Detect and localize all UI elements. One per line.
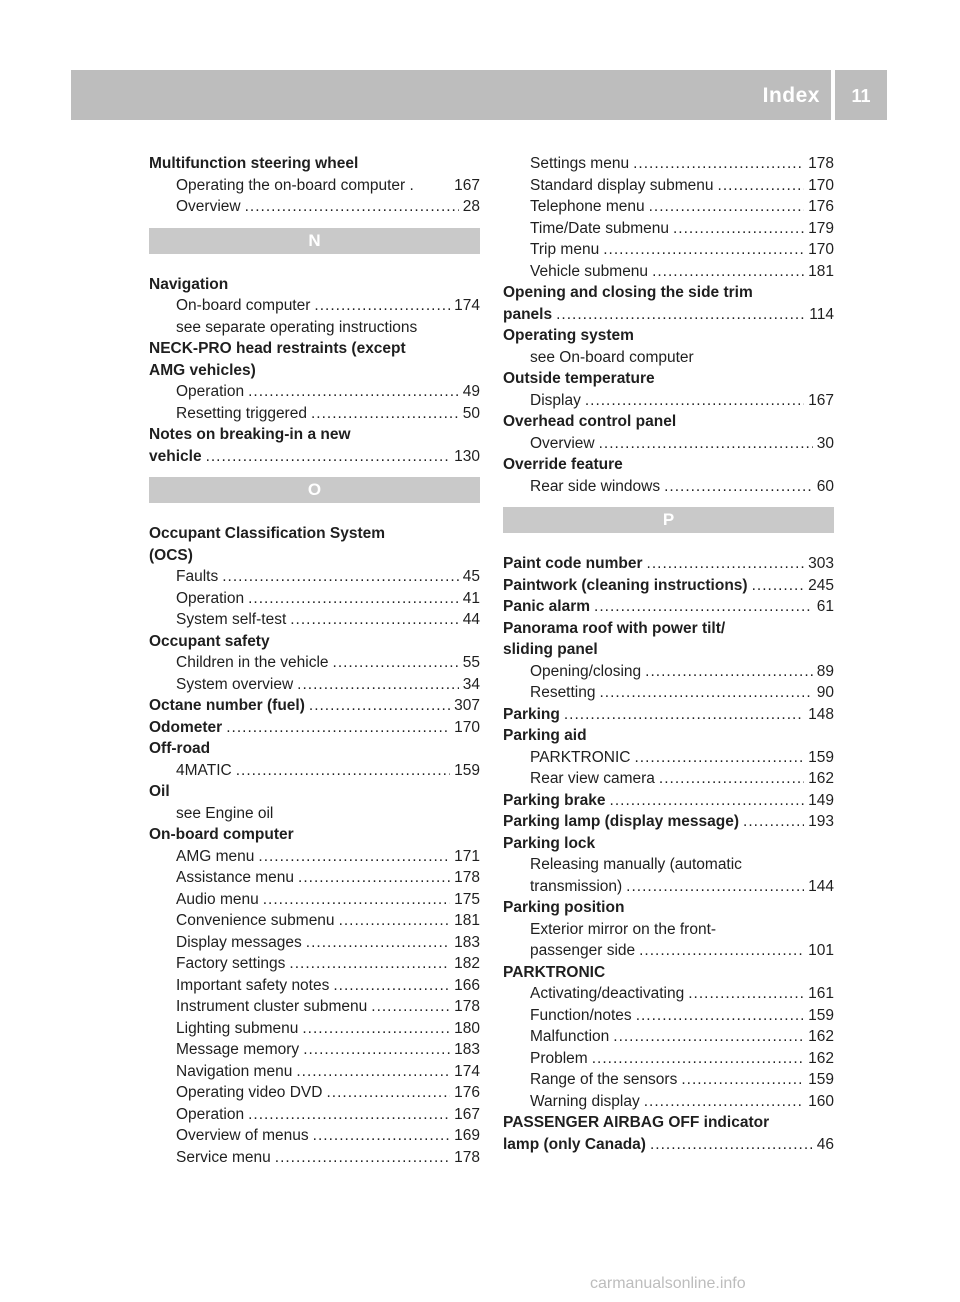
- index-subentry: [149, 803, 480, 825]
- entry-label: Octane number (fuel): [149, 697, 305, 714]
- entry-label: Paintwork (cleaning instructions): [503, 576, 748, 594]
- index-subentry[interactable]: [503, 1048, 834, 1070]
- dot-leader: [306, 932, 450, 954]
- entry-label: 4MATIC: [176, 761, 232, 779]
- index-subentry: [503, 919, 834, 941]
- entry-label: Releasing manually (automatic: [530, 856, 742, 873]
- entry-label: passenger side: [530, 942, 636, 959]
- dot-leader: [248, 381, 459, 403]
- dot-leader: [296, 1061, 450, 1083]
- page-ref[interactable]: 170: [454, 718, 480, 736]
- dot-leader: [599, 433, 813, 455]
- entry-label: see Engine oil: [176, 804, 274, 822]
- dot-leader: [309, 695, 450, 717]
- page-ref[interactable]: 148: [808, 705, 834, 723]
- entry-label: Parking lock: [503, 834, 596, 852]
- dot-leader: [275, 1147, 450, 1169]
- dot-leader: [303, 1039, 450, 1061]
- index-subentry[interactable]: [503, 433, 834, 455]
- index-subentry[interactable]: [503, 196, 834, 218]
- entry-label: Audio menu: [176, 890, 259, 908]
- entry-label: Activating/deactivating: [530, 985, 685, 1002]
- page-ref[interactable]: 130: [454, 447, 480, 465]
- index-entry[interactable]: [149, 446, 480, 468]
- page-ref[interactable]: 181: [808, 262, 834, 280]
- index-subentry[interactable]: [149, 295, 480, 317]
- page-ref[interactable]: 170: [808, 241, 834, 258]
- entry-label: Operating the on-board computer .: [176, 176, 414, 194]
- index-entry[interactable]: [503, 553, 834, 575]
- dot-leader: [649, 196, 805, 218]
- index-subentry[interactable]: [149, 1018, 480, 1040]
- index-subentry[interactable]: [503, 661, 834, 683]
- entry-label: Panorama roof with power tilt/: [503, 619, 726, 637]
- entry-label: sliding panel: [503, 641, 598, 658]
- index-subentry[interactable]: [149, 1061, 480, 1083]
- index-entry: [503, 897, 834, 919]
- entry-label: Navigation menu: [176, 1062, 293, 1080]
- index-entry: [503, 833, 834, 855]
- index-subentry[interactable]: [149, 1147, 480, 1169]
- entry-label: Settings menu: [530, 155, 630, 172]
- entry-label: Overhead control panel: [503, 413, 677, 430]
- index-subentry[interactable]: [149, 932, 480, 954]
- page-ref[interactable]: 89: [816, 662, 834, 680]
- dot-leader: [289, 953, 450, 975]
- entry-label: Problem: [530, 1049, 588, 1067]
- dot-leader: [298, 867, 450, 889]
- index-entry: [503, 325, 834, 347]
- dot-leader: [645, 661, 813, 683]
- index-entry: [149, 424, 480, 446]
- page-ref[interactable]: 170: [808, 176, 834, 194]
- index-entry: [503, 725, 834, 747]
- page-ref[interactable]: 60: [816, 477, 834, 495]
- page-ref[interactable]: 44: [462, 611, 480, 628]
- entry-label: Operation: [176, 589, 245, 607]
- entry-label: Navigation: [149, 275, 229, 293]
- entry-label: Rear side windows: [530, 477, 661, 495]
- index-entry[interactable]: [503, 304, 834, 326]
- dot-leader: [248, 1104, 450, 1126]
- page-ref[interactable]: 175: [454, 890, 480, 908]
- dot-leader: [673, 218, 804, 240]
- dot-leader: [297, 674, 459, 696]
- entry-label: Standard display submenu: [530, 176, 714, 194]
- index-entry: [503, 618, 834, 640]
- entry-label: Warning display: [530, 1092, 640, 1110]
- entry-label: Exterior mirror on the front-: [530, 920, 717, 938]
- index-subentry[interactable]: [149, 652, 480, 674]
- dot-leader: [626, 876, 804, 898]
- entry-label: Operating video DVD: [176, 1084, 323, 1101]
- entry-label: Rear view camera: [530, 770, 655, 787]
- entry-label: Time/Date submenu: [530, 219, 669, 237]
- entry-label: AMG menu: [176, 847, 255, 865]
- page-ref[interactable]: 169: [454, 1127, 480, 1144]
- page-ref[interactable]: 159: [808, 748, 834, 766]
- entry-label: transmission): [530, 877, 623, 895]
- index-subentry[interactable]: [149, 196, 480, 218]
- entry-label: Outside temperature: [503, 370, 655, 387]
- entry-label: (OCS): [149, 546, 193, 564]
- page-ref[interactable]: 46: [816, 1135, 834, 1153]
- entry-label: Panic alarm: [503, 598, 591, 615]
- entry-label: Occupant Classification System: [149, 525, 386, 542]
- index-entry[interactable]: [149, 717, 480, 739]
- entry-label: Parking: [503, 705, 560, 723]
- entry-label: Important safety notes: [176, 976, 330, 994]
- index-entry: [503, 639, 834, 661]
- entry-label: Convenience submenu: [176, 912, 335, 929]
- index-subentry[interactable]: [503, 390, 834, 412]
- entry-label: NECK-PRO head restraints (except: [149, 340, 406, 357]
- entry-label: Parking aid: [503, 727, 587, 744]
- dot-leader: [681, 1069, 804, 1091]
- index-subentry[interactable]: [149, 867, 480, 889]
- entry-label: Opening and closing the side trim: [503, 284, 753, 301]
- page-ref[interactable]: 114: [809, 305, 834, 323]
- page-ref[interactable]: 303: [808, 555, 834, 572]
- dot-leader: [644, 1091, 804, 1113]
- entry-label: Parking brake: [503, 791, 606, 809]
- page-ref[interactable]: 61: [816, 598, 834, 615]
- page-ref[interactable]: 167: [808, 391, 834, 409]
- entry-label: lamp (only Canada): [503, 1135, 646, 1153]
- entry-label: Operation: [176, 383, 245, 400]
- dot-leader: [371, 996, 450, 1018]
- index-subentry: [503, 854, 834, 876]
- page-ref[interactable]: 307: [454, 697, 480, 714]
- index-subentry[interactable]: [503, 1026, 834, 1048]
- entry-label: Overview of menus: [176, 1127, 309, 1144]
- section-letter-header: P: [503, 507, 834, 533]
- index-entry: [503, 1112, 834, 1134]
- dot-leader: [634, 747, 804, 769]
- entry-label: see On-board computer: [530, 348, 694, 366]
- dot-leader: [599, 682, 812, 704]
- entry-label: Resetting triggered: [176, 404, 307, 422]
- entry-label: Instrument cluster submenu: [176, 998, 368, 1015]
- dot-leader: [585, 390, 804, 412]
- dot-leader: [311, 403, 459, 425]
- page-ref[interactable]: 178: [454, 998, 480, 1015]
- page-ref[interactable]: 50: [462, 404, 480, 422]
- index-entry: [149, 824, 480, 846]
- index-entry: [503, 282, 834, 304]
- page-ref[interactable]: 90: [816, 684, 834, 701]
- dot-leader: [639, 940, 804, 962]
- entry-label: On-board computer: [176, 297, 311, 314]
- entry-label: Overview: [530, 434, 595, 452]
- dot-leader: [650, 1134, 813, 1156]
- dot-leader: [594, 596, 813, 618]
- index-subentry[interactable]: [149, 609, 480, 631]
- dot-leader: [226, 717, 450, 739]
- entry-label: Malfunction: [530, 1028, 610, 1045]
- entry-label: PASSENGER AIRBAG OFF indicator: [503, 1114, 770, 1131]
- dot-leader: [222, 566, 459, 588]
- index-subentry[interactable]: [149, 1125, 480, 1147]
- entry-label: vehicle: [149, 447, 202, 465]
- dot-leader: [236, 760, 450, 782]
- index-subentry[interactable]: [503, 940, 834, 962]
- page-ref[interactable]: 34: [462, 675, 480, 693]
- index-subentry[interactable]: [149, 588, 480, 610]
- entry-label: panels: [503, 305, 553, 323]
- entry-label: Resetting: [530, 684, 596, 701]
- entry-label: Range of the sensors: [530, 1071, 678, 1088]
- section-title: Index: [762, 84, 820, 107]
- page-ref[interactable]: 159: [808, 1006, 834, 1024]
- index-entry[interactable]: [503, 790, 834, 812]
- index-entry: [149, 738, 480, 760]
- index-subentry[interactable]: [503, 768, 834, 790]
- index-subentry[interactable]: [149, 910, 480, 932]
- page-ref[interactable]: 180: [454, 1019, 480, 1037]
- dot-leader: [592, 1048, 804, 1070]
- dot-leader: [339, 910, 451, 932]
- page-ref[interactable]: 167: [454, 1105, 480, 1123]
- page-ref[interactable]: 55: [462, 654, 480, 671]
- page-ref[interactable]: 171: [454, 847, 480, 865]
- index-entry: [503, 454, 834, 476]
- entry-label: Notes on breaking-in a new: [149, 426, 351, 443]
- index-subentry[interactable]: [149, 953, 480, 975]
- index-entry: [503, 368, 834, 390]
- page-ref[interactable]: 182: [454, 955, 480, 972]
- index-entry[interactable]: [503, 575, 834, 597]
- page-ref[interactable]: 178: [808, 155, 834, 172]
- page-ref[interactable]: 160: [808, 1092, 834, 1110]
- index-subentry[interactable]: [503, 261, 834, 283]
- page-ref[interactable]: 41: [462, 589, 480, 607]
- index-entry: [149, 338, 480, 360]
- entry-label: Parking lamp (display message): [503, 813, 740, 830]
- page-ref[interactable]: 161: [808, 985, 834, 1002]
- dot-leader: [206, 446, 451, 468]
- index-subentry[interactable]: [149, 760, 480, 782]
- index-subentry[interactable]: [149, 175, 480, 197]
- index-entry: [149, 631, 480, 653]
- entry-label: System self-test: [176, 611, 287, 628]
- page-ref[interactable]: 193: [808, 813, 834, 830]
- page-number: 11: [851, 86, 871, 106]
- index-entry: [149, 545, 480, 567]
- page-ref[interactable]: 159: [808, 1071, 834, 1088]
- entry-label: see separate operating instructions: [176, 318, 418, 336]
- page-ref[interactable]: 101: [808, 942, 834, 959]
- entry-label: PARKTRONIC: [503, 963, 606, 981]
- page-ref[interactable]: 183: [454, 933, 480, 951]
- index-subentry[interactable]: [503, 239, 834, 261]
- dot-leader: [743, 811, 804, 833]
- page-ref[interactable]: 174: [454, 1062, 480, 1080]
- index-entry: [149, 781, 480, 803]
- dot-leader: [603, 239, 804, 261]
- entry-label: Vehicle submenu: [530, 262, 649, 280]
- dot-leader: [248, 588, 459, 610]
- entry-label: Parking position: [503, 899, 625, 916]
- entry-label: Display: [530, 391, 581, 409]
- entry-label: Overview: [176, 198, 241, 215]
- page-ref[interactable]: 162: [808, 1028, 834, 1045]
- index-subentry: [149, 317, 480, 339]
- index-subentry[interactable]: [503, 476, 834, 498]
- index-subentry[interactable]: [149, 996, 480, 1018]
- entry-label: Opening/closing: [530, 662, 642, 680]
- page-ref[interactable]: 176: [454, 1084, 480, 1101]
- page-ref[interactable]: 162: [808, 770, 834, 787]
- dot-leader: [556, 304, 805, 326]
- index-subentry[interactable]: [503, 1005, 834, 1027]
- page-ref[interactable]: 167: [454, 176, 480, 194]
- dot-leader: [258, 846, 450, 868]
- index-subentry[interactable]: [503, 153, 834, 175]
- dot-leader: [613, 1026, 804, 1048]
- entry-label: Occupant safety: [149, 632, 270, 650]
- page-ref[interactable]: 162: [808, 1049, 834, 1067]
- entry-label: Override feature: [503, 456, 623, 473]
- dot-leader: [652, 261, 804, 283]
- entry-label: Display messages: [176, 933, 302, 951]
- entry-label: Operation: [176, 1105, 245, 1123]
- entry-label: Factory settings: [176, 955, 286, 972]
- dot-leader: [688, 983, 804, 1005]
- dot-leader: [647, 553, 805, 575]
- dot-leader: [636, 1005, 804, 1027]
- index-column-right: [503, 153, 834, 1155]
- dot-leader: [633, 153, 804, 175]
- page-ref[interactable]: 181: [454, 912, 480, 929]
- index-subentry[interactable]: [503, 682, 834, 704]
- index-subentry[interactable]: [149, 403, 480, 425]
- index-subentry[interactable]: [149, 889, 480, 911]
- dot-leader: [659, 768, 804, 790]
- index-entry: [503, 411, 834, 433]
- index-subentry[interactable]: [503, 218, 834, 240]
- dot-leader: [610, 790, 805, 812]
- index-column-left: [149, 153, 480, 1168]
- index-entry[interactable]: [149, 695, 480, 717]
- page-ref[interactable]: 174: [454, 297, 480, 314]
- page-ref[interactable]: 245: [808, 576, 834, 594]
- page-ref[interactable]: 149: [808, 791, 834, 809]
- index-entry: [149, 153, 480, 175]
- index-subentry[interactable]: [149, 846, 480, 868]
- dot-leader: [664, 476, 813, 498]
- dot-leader: [313, 1125, 450, 1147]
- index-subentry[interactable]: [503, 175, 834, 197]
- entry-label: Faults: [176, 568, 219, 585]
- page-ref[interactable]: 49: [462, 383, 480, 400]
- entry-label: Function/notes: [530, 1006, 632, 1024]
- entry-label: Children in the vehicle: [176, 654, 329, 671]
- dot-leader: [333, 652, 459, 674]
- header-bar: [71, 70, 831, 120]
- page-ref[interactable]: 159: [454, 761, 480, 779]
- entry-label: PARKTRONIC: [530, 748, 631, 766]
- entry-label: AMG vehicles): [149, 361, 256, 379]
- entry-label: Telephone menu: [530, 198, 645, 215]
- entry-label: Trip menu: [530, 241, 600, 258]
- index-entry: [149, 360, 480, 382]
- index-subentry[interactable]: [503, 747, 834, 769]
- index-entry[interactable]: [503, 704, 834, 726]
- page-ref[interactable]: 166: [454, 976, 480, 994]
- index-entry: [149, 274, 480, 296]
- entry-label: Message memory: [176, 1041, 300, 1058]
- page-ref[interactable]: 178: [454, 869, 480, 886]
- dot-leader: [245, 196, 459, 218]
- section-letter-header: O: [149, 477, 480, 503]
- dot-leader: [718, 175, 805, 197]
- entry-label: Service menu: [176, 1148, 271, 1166]
- dot-leader: [263, 889, 450, 911]
- page-ref[interactable]: 45: [462, 568, 480, 585]
- index-entry[interactable]: [503, 596, 834, 618]
- dot-leader: [752, 575, 805, 597]
- dot-leader: [564, 704, 804, 726]
- index-subentry[interactable]: [149, 1104, 480, 1126]
- page-ref[interactable]: 179: [808, 219, 834, 237]
- index-entry: [149, 523, 480, 545]
- entry-label: Oil: [149, 783, 170, 800]
- index-entry[interactable]: [503, 811, 834, 833]
- entry-label: Multifunction steering wheel: [149, 155, 359, 172]
- section-letter-header: N: [149, 228, 480, 254]
- entry-label: Assistance menu: [176, 869, 295, 886]
- index-subentry[interactable]: [149, 674, 480, 696]
- index-subentry[interactable]: [503, 1091, 834, 1113]
- page-ref[interactable]: 178: [454, 1148, 480, 1166]
- page-ref[interactable]: 144: [808, 877, 834, 895]
- index-entry[interactable]: [503, 1134, 834, 1156]
- entry-label: Lighting submenu: [176, 1019, 299, 1037]
- page-ref[interactable]: 28: [462, 198, 480, 215]
- dot-leader: [326, 1082, 450, 1104]
- index-subentry[interactable]: [149, 1082, 480, 1104]
- page-ref[interactable]: 30: [816, 434, 834, 452]
- index-subentry: [503, 347, 834, 369]
- dot-leader: [314, 295, 450, 317]
- index-subentry[interactable]: [149, 566, 480, 588]
- page-ref[interactable]: 183: [454, 1041, 480, 1058]
- page-ref[interactable]: 176: [808, 198, 834, 215]
- index-subentry[interactable]: [149, 381, 480, 403]
- index-subentry[interactable]: [503, 983, 834, 1005]
- entry-label: Paint code number: [503, 555, 643, 572]
- index-subentry[interactable]: [503, 876, 834, 898]
- entry-label: On-board computer: [149, 826, 294, 843]
- watermark: carmanualsonline.info: [590, 1275, 746, 1292]
- index-subentry[interactable]: [149, 1039, 480, 1061]
- dot-leader: [302, 1018, 450, 1040]
- entry-label: Off-road: [149, 740, 211, 757]
- entry-label: Operating system: [503, 327, 634, 344]
- entry-label: Odometer: [149, 718, 223, 736]
- index-subentry[interactable]: [503, 1069, 834, 1091]
- dot-leader: [333, 975, 450, 997]
- index-subentry[interactable]: [149, 975, 480, 997]
- dot-leader: [290, 609, 459, 631]
- index-entry: [503, 962, 834, 984]
- entry-label: System overview: [176, 675, 294, 693]
